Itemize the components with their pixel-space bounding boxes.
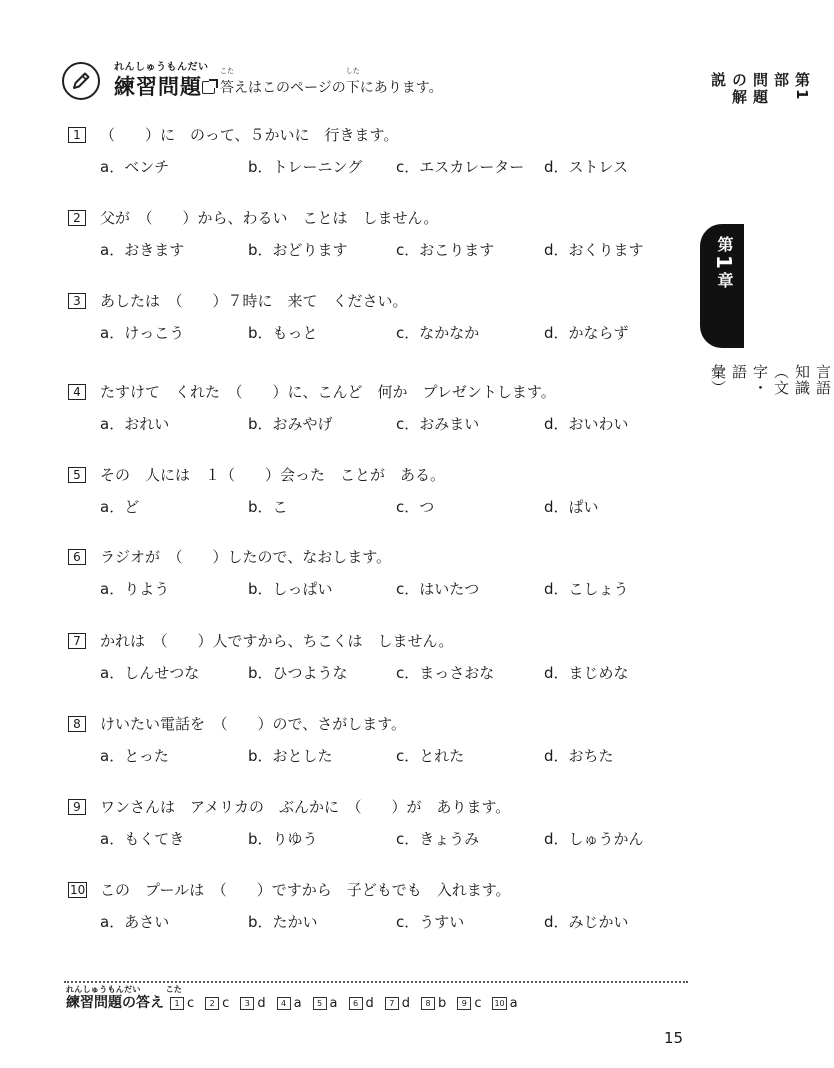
option-c: c．きょうみ — [396, 830, 480, 848]
topic-label: 言語知識（文字・語彙） — [709, 364, 832, 396]
answer-list — [170, 996, 529, 1012]
question — [68, 546, 688, 606]
option-d: d．みじかい — [544, 913, 629, 931]
answer-key — [66, 985, 686, 1015]
question — [68, 879, 688, 939]
answer-item: 2 c — [205, 996, 229, 1012]
option-a: a．もくてき — [100, 830, 185, 848]
option-a: a．りよう — [100, 580, 170, 598]
option-b: b．トレーニング — [248, 158, 363, 176]
question-stem: ラジオが （ ）したので、なおします。 — [100, 548, 392, 566]
question — [68, 796, 688, 856]
option-d: d．しゅうかん — [544, 830, 644, 848]
answer-key-title — [66, 985, 182, 1012]
answer-key-ruby: れんしゅうもんだい こた — [66, 985, 183, 994]
option-a: a．とった — [100, 747, 169, 765]
option-a: a．あさい — [100, 913, 170, 931]
answer-item: 6 d — [349, 996, 374, 1012]
option-b: b．しっぱい — [248, 580, 333, 598]
option-c: c．おこります — [396, 241, 495, 259]
option-c: c．まっさおな — [396, 664, 495, 682]
page-number: 15 — [664, 1029, 684, 1047]
question — [68, 464, 688, 524]
page-title: 練習問題 — [114, 75, 202, 99]
answer-item: 7 d — [385, 996, 410, 1012]
question — [68, 381, 688, 441]
chapter-label: 第1章 — [712, 236, 736, 291]
option-a: a．けっこう — [100, 324, 185, 342]
question — [68, 290, 688, 350]
answer-item: 5 a — [313, 996, 338, 1012]
part-label: 第1部 問題の解説 — [709, 72, 811, 106]
question-stem: かれは （ ）人ですから、ちこくは しません。 — [100, 632, 454, 650]
option-a: a．ど — [100, 498, 140, 516]
question-number: 5 — [68, 467, 86, 483]
question-number: 7 — [68, 633, 86, 649]
option-b: b．たかい — [248, 913, 318, 931]
option-b: b．おとした — [248, 747, 333, 765]
answer-item: 10 a — [494, 996, 518, 1011]
question-number: 3 — [68, 293, 86, 309]
option-c: c．とれた — [396, 747, 465, 765]
question-number: 4 — [68, 384, 86, 400]
option-b: b．こ — [248, 498, 288, 516]
question-stem: この プールは （ ）ですから 子どもでも 入れます。 — [100, 881, 511, 899]
answer-item: 4 a — [277, 996, 302, 1012]
option-c: c．なかなか — [396, 324, 480, 342]
option-a: a．おきます — [100, 241, 185, 259]
option-c: c．おみまい — [396, 415, 480, 433]
question-stem: ワンさんは アメリカの ぶんかに （ ）が あります。 — [100, 798, 511, 816]
question-stem: けいたい電話を （ ）ので、さがします。 — [100, 715, 407, 733]
answer-key-heading: 練習問題の答え — [66, 995, 164, 1011]
question — [68, 713, 688, 773]
question-stem: （ ）に のって、５かいに 行きます。 — [100, 126, 399, 144]
option-d: d．おいわい — [544, 415, 629, 433]
option-d: d．こしょう — [544, 580, 629, 598]
question-stem: 父が （ ）から、わるい ことは しません。 — [100, 209, 439, 227]
option-a: a．おれい — [100, 415, 170, 433]
question-number: 2 — [68, 210, 86, 226]
question-number: 6 — [68, 549, 86, 565]
question-stem: あしたは （ ）７時に 来て ください。 — [100, 292, 408, 310]
answer-item: 3 d — [240, 996, 265, 1012]
answer-item: 1 c — [170, 996, 194, 1012]
exercise-title — [114, 62, 209, 100]
option-d: d．おくります — [544, 241, 644, 259]
question-stem: たすけて くれた （ ）に、こんど 何か プレゼントします。 — [100, 383, 556, 401]
arrow-out-icon — [202, 81, 215, 94]
option-b: b．ひつような — [248, 664, 348, 682]
answers-divider — [64, 981, 688, 983]
question-number: 9 — [68, 799, 86, 815]
question-number: 10 — [70, 883, 86, 897]
chapter-tab — [700, 224, 744, 348]
exercise-header — [62, 62, 482, 122]
option-b: b．おみやげ — [248, 415, 333, 433]
option-d: d．おちた — [544, 747, 614, 765]
option-b: b．りゆう — [248, 830, 318, 848]
option-d: d．まじめな — [544, 664, 629, 682]
option-a: a．ベンチ — [100, 158, 170, 176]
question-number: 1 — [68, 127, 86, 143]
answer-location-note: こた 答えはこのページの した 下にあります。 — [202, 76, 443, 100]
option-c: c．つ — [396, 498, 435, 516]
option-b: b．もっと — [248, 324, 318, 342]
option-c: c．エスカレーター — [396, 158, 525, 176]
option-a: a．しんせつな — [100, 664, 200, 682]
answer-item: 9 c — [457, 996, 481, 1012]
option-c: c．はいたつ — [396, 580, 480, 598]
option-d: d．ぱい — [544, 498, 599, 516]
question — [68, 207, 688, 267]
pencil-icon — [62, 62, 100, 100]
option-c: c．うすい — [396, 913, 465, 931]
option-d: d．ストレス — [544, 158, 629, 176]
question-number: 8 — [68, 716, 86, 732]
question-stem: その 人には １（ ）会った ことが ある。 — [100, 466, 446, 484]
question — [68, 630, 688, 690]
question — [68, 124, 688, 184]
option-d: d．かならず — [544, 324, 629, 342]
option-b: b．おどります — [248, 241, 348, 259]
answer-item: 8 b — [421, 996, 446, 1012]
title-ruby: れんしゅうもんだい — [114, 62, 209, 73]
